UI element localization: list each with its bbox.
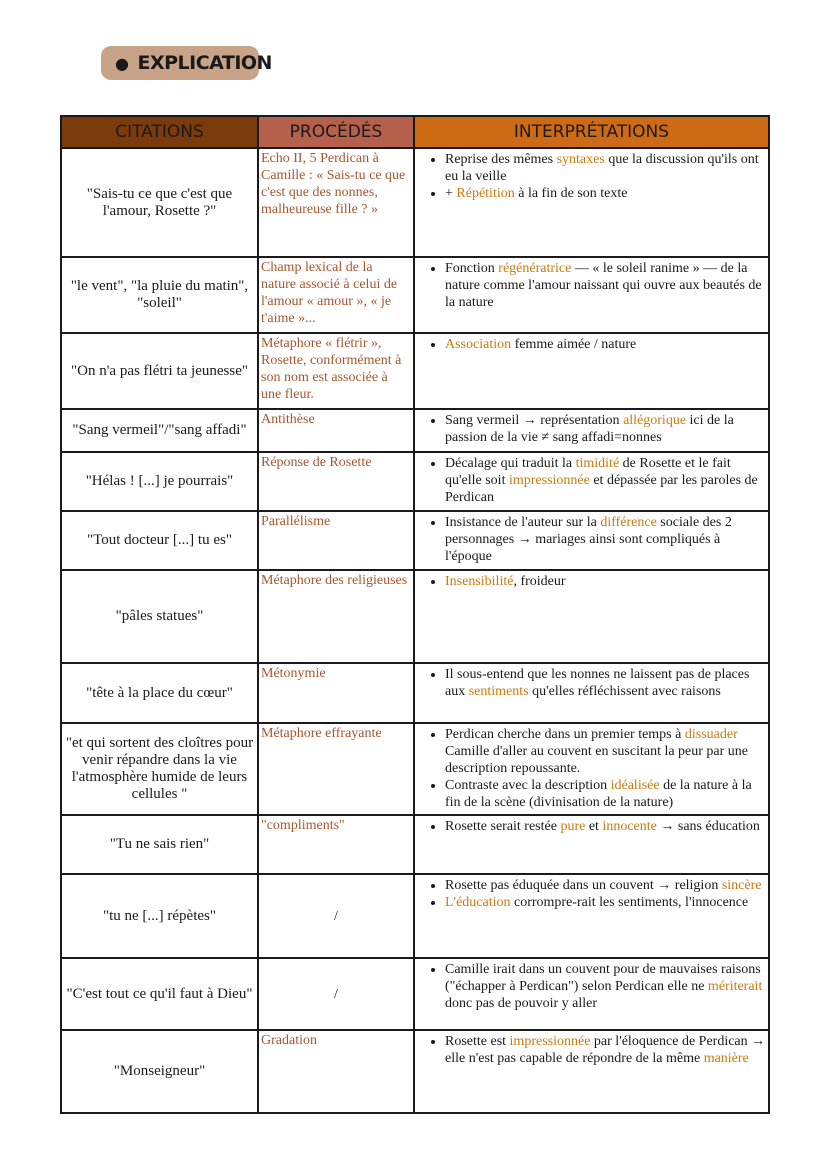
bullet-icon: ● — [115, 53, 129, 73]
table-row — [61, 874, 769, 958]
interpretation-list — [417, 455, 768, 506]
citation-cell: "Sang vermeil"/"sang affadi" — [61, 409, 258, 452]
citation-cell: "Sais-tu ce que c'est que l'amour, Rosette ?" — [61, 148, 258, 257]
interpretation-text: Perdican cherche dans un premier temps à — [445, 727, 685, 742]
interpretation-cell — [414, 452, 769, 511]
highlighted-term: pure — [560, 819, 586, 834]
interpretation-list — [417, 961, 768, 1012]
highlighted-term: sincère — [721, 878, 762, 893]
highlighted-term: L'éducation — [445, 895, 511, 910]
citation-cell: "Monseigneur" — [61, 1030, 258, 1113]
header-citations: CITATIONS — [61, 116, 258, 148]
highlighted-term: sentiments — [468, 684, 529, 699]
table-row — [61, 663, 769, 723]
highlighted-term: Insensibilité — [445, 574, 514, 589]
procede-cell: Métaphore effrayante — [258, 723, 414, 815]
interpretation-text: que la discussion qu'ils ont eu la veille — [445, 152, 759, 184]
interpretation-text: Reprise des mêmes — [445, 152, 557, 167]
interpretation-text: et — [585, 819, 603, 834]
highlighted-term: dissuader — [684, 727, 738, 742]
table-row — [61, 723, 769, 815]
header-procedes: PROCÉDÉS — [258, 116, 414, 148]
interpretation-item — [445, 726, 768, 777]
interpretation-text: sociale des 2 personnages → mariages ainsi sont compliqués à l'époque — [445, 515, 732, 564]
interpretation-text: de Rosette et le fait qu'elle soit — [445, 456, 731, 488]
interpretation-text: de la nature à la fin de la scène (divinisation de la nature) — [445, 778, 752, 810]
highlighted-term: timidité — [575, 456, 620, 471]
interpretation-cell — [414, 570, 769, 663]
interpretation-text: Camille irait dans un couvent pour de mauvaises raisons ("échapper à Perdican") selon Perdican elle ne — [445, 962, 761, 994]
interpretation-cell — [414, 958, 769, 1030]
interpretation-item — [445, 894, 768, 911]
highlighted-term: différence — [600, 515, 657, 530]
interpretation-item — [445, 777, 768, 811]
interpretation-item — [445, 818, 768, 835]
table-row — [61, 815, 769, 874]
interpretation-cell — [414, 1030, 769, 1113]
interpretation-item — [445, 151, 768, 185]
interpretation-text: qu'elles réfléchissent avec raisons — [528, 684, 721, 699]
section-title-pill — [101, 46, 272, 80]
interpretation-cell — [414, 409, 769, 452]
interpretation-cell — [414, 257, 769, 333]
procede-cell: / — [258, 958, 414, 1030]
procede-cell: Métonymie — [258, 663, 414, 723]
interpretation-text: + — [445, 186, 457, 201]
interpretation-cell — [414, 874, 769, 958]
table-row — [61, 257, 769, 333]
interpretation-text: par l'éloquence de Perdican → elle n'est pas capable de répondre de la même — [445, 1034, 766, 1066]
interpretation-text: à la fin de son texte — [514, 186, 628, 201]
interpretation-item — [445, 573, 768, 590]
procede-cell: / — [258, 874, 414, 958]
interpretation-text: Insistance de l'auteur sur la — [445, 515, 601, 530]
table-row — [61, 452, 769, 511]
procede-cell: Antithèse — [258, 409, 414, 452]
table-row — [61, 511, 769, 570]
table-row — [61, 1030, 769, 1113]
table-row — [61, 409, 769, 452]
interpretation-text: Rosette est — [445, 1034, 510, 1049]
procede-cell: Echo II, 5 Perdican à Camille : « Sais-tu ce que c'est que des nonnes, malheureuse fille ? » — [258, 148, 414, 257]
interpretation-list — [417, 877, 768, 911]
citation-cell: "Tout docteur [...] tu es" — [61, 511, 258, 570]
procede-cell: Métaphore des religieuses — [258, 570, 414, 663]
interpretation-text: Rosette serait restée — [445, 819, 561, 834]
citation-cell: "le vent", "la pluie du matin", "soleil" — [61, 257, 258, 333]
citation-cell: "Hélas ! [...] je pourrais" — [61, 452, 258, 511]
interpretation-cell — [414, 815, 769, 874]
interpretation-text: Fonction — [445, 261, 499, 276]
interpretation-text: et dépassée par les paroles de Perdican — [445, 473, 758, 505]
interpretation-list — [417, 336, 768, 353]
interpretation-list — [417, 573, 768, 590]
highlighted-term: Répétition — [456, 186, 515, 201]
highlighted-term: idéalisée — [610, 778, 660, 793]
highlighted-term: manière — [703, 1051, 749, 1066]
highlighted-term: mériterait — [707, 979, 763, 994]
interpretation-item — [445, 455, 768, 506]
table-row — [61, 958, 769, 1030]
interpretation-text: Rosette pas éduquée dans un couvent → religion — [445, 878, 722, 893]
interpretation-list — [417, 151, 768, 202]
explication-table — [60, 115, 770, 1114]
citation-cell: "et qui sortent des cloîtres pour venir répandre dans la vie l'atmosphère humide de leurs cellules " — [61, 723, 258, 815]
highlighted-term: Association — [445, 337, 512, 352]
interpretation-item — [445, 1033, 768, 1067]
interpretation-item — [445, 260, 768, 311]
procede-cell: Gradation — [258, 1030, 414, 1113]
interpretation-list — [417, 726, 768, 811]
interpretation-item — [445, 336, 768, 353]
procede-cell: "compliments" — [258, 815, 414, 874]
interpretation-item — [445, 666, 768, 700]
section-title: EXPLICATION — [137, 52, 272, 74]
interpretation-item — [445, 961, 768, 1012]
table-header-row — [61, 116, 769, 148]
interpretation-cell — [414, 511, 769, 570]
table-row — [61, 333, 769, 409]
interpretation-list — [417, 514, 768, 565]
citation-cell: "tu ne [...] répètes" — [61, 874, 258, 958]
interpretation-text: — « le soleil ranime » — de la nature comme l'amour naissant qui ouvre aux beautés de la nature — [445, 261, 762, 310]
interpretation-cell — [414, 723, 769, 815]
interpretation-text: femme aimée / nature — [511, 337, 637, 352]
procede-cell: Métaphore « flétrir », Rosette, conformément à son nom est associée à une fleur. — [258, 333, 414, 409]
interpretation-text: → sans éducation — [656, 819, 760, 834]
interpretation-text: ici de la passion de la vie ≠ sang affadi=nonnes — [445, 413, 734, 445]
interpretation-item — [445, 877, 768, 894]
interpretation-text: corrompre-rait les sentiments, l'innocence — [510, 895, 749, 910]
procede-cell: Parallélisme — [258, 511, 414, 570]
citation-cell: "tête à la place du cœur" — [61, 663, 258, 723]
table-row — [61, 570, 769, 663]
interpretation-text: , froideur — [513, 574, 566, 589]
procede-cell: Champ lexical de la nature associé à celui de l'amour « amour », « je t'aime »... — [258, 257, 414, 333]
interpretation-item — [445, 185, 768, 202]
highlighted-term: impressionnée — [508, 473, 590, 488]
interpretation-item — [445, 514, 768, 565]
interpretation-item — [445, 412, 768, 446]
interpretation-text: Camille d'aller au couvent en suscitant la peur par une description repoussante. — [445, 744, 749, 776]
interpretation-cell — [414, 148, 769, 257]
highlighted-term: innocente — [602, 819, 657, 834]
citation-cell: "Tu ne sais rien" — [61, 815, 258, 874]
interpretation-cell — [414, 663, 769, 723]
interpretation-text: Décalage qui traduit la — [445, 456, 576, 471]
citation-cell: "C'est tout ce qu'il faut à Dieu" — [61, 958, 258, 1030]
procede-cell: Réponse de Rosette — [258, 452, 414, 511]
interpretation-list — [417, 818, 768, 835]
interpretation-list — [417, 666, 768, 700]
highlighted-term: allégorique — [623, 413, 687, 428]
table-row — [61, 148, 769, 257]
header-interpretations: INTERPRÉTATIONS — [414, 116, 769, 148]
highlighted-term: syntaxes — [556, 152, 605, 167]
citation-cell: "On n'a pas flétri ta jeunesse" — [61, 333, 258, 409]
interpretation-list — [417, 1033, 768, 1067]
interpretation-text: donc pas de pouvoir y aller — [445, 996, 598, 1011]
interpretation-text: Contraste avec la description — [445, 778, 611, 793]
interpretation-text: Il sous-entend que les nonnes ne laissent pas de places aux — [445, 667, 750, 699]
interpretation-list — [417, 260, 768, 311]
highlighted-term: régénératrice — [498, 261, 572, 276]
highlighted-term: impressionnée — [509, 1034, 591, 1049]
citation-cell: "pâles statues" — [61, 570, 258, 663]
interpretation-cell — [414, 333, 769, 409]
interpretation-text: Sang vermeil → représentation — [445, 413, 624, 428]
interpretation-list — [417, 412, 768, 446]
